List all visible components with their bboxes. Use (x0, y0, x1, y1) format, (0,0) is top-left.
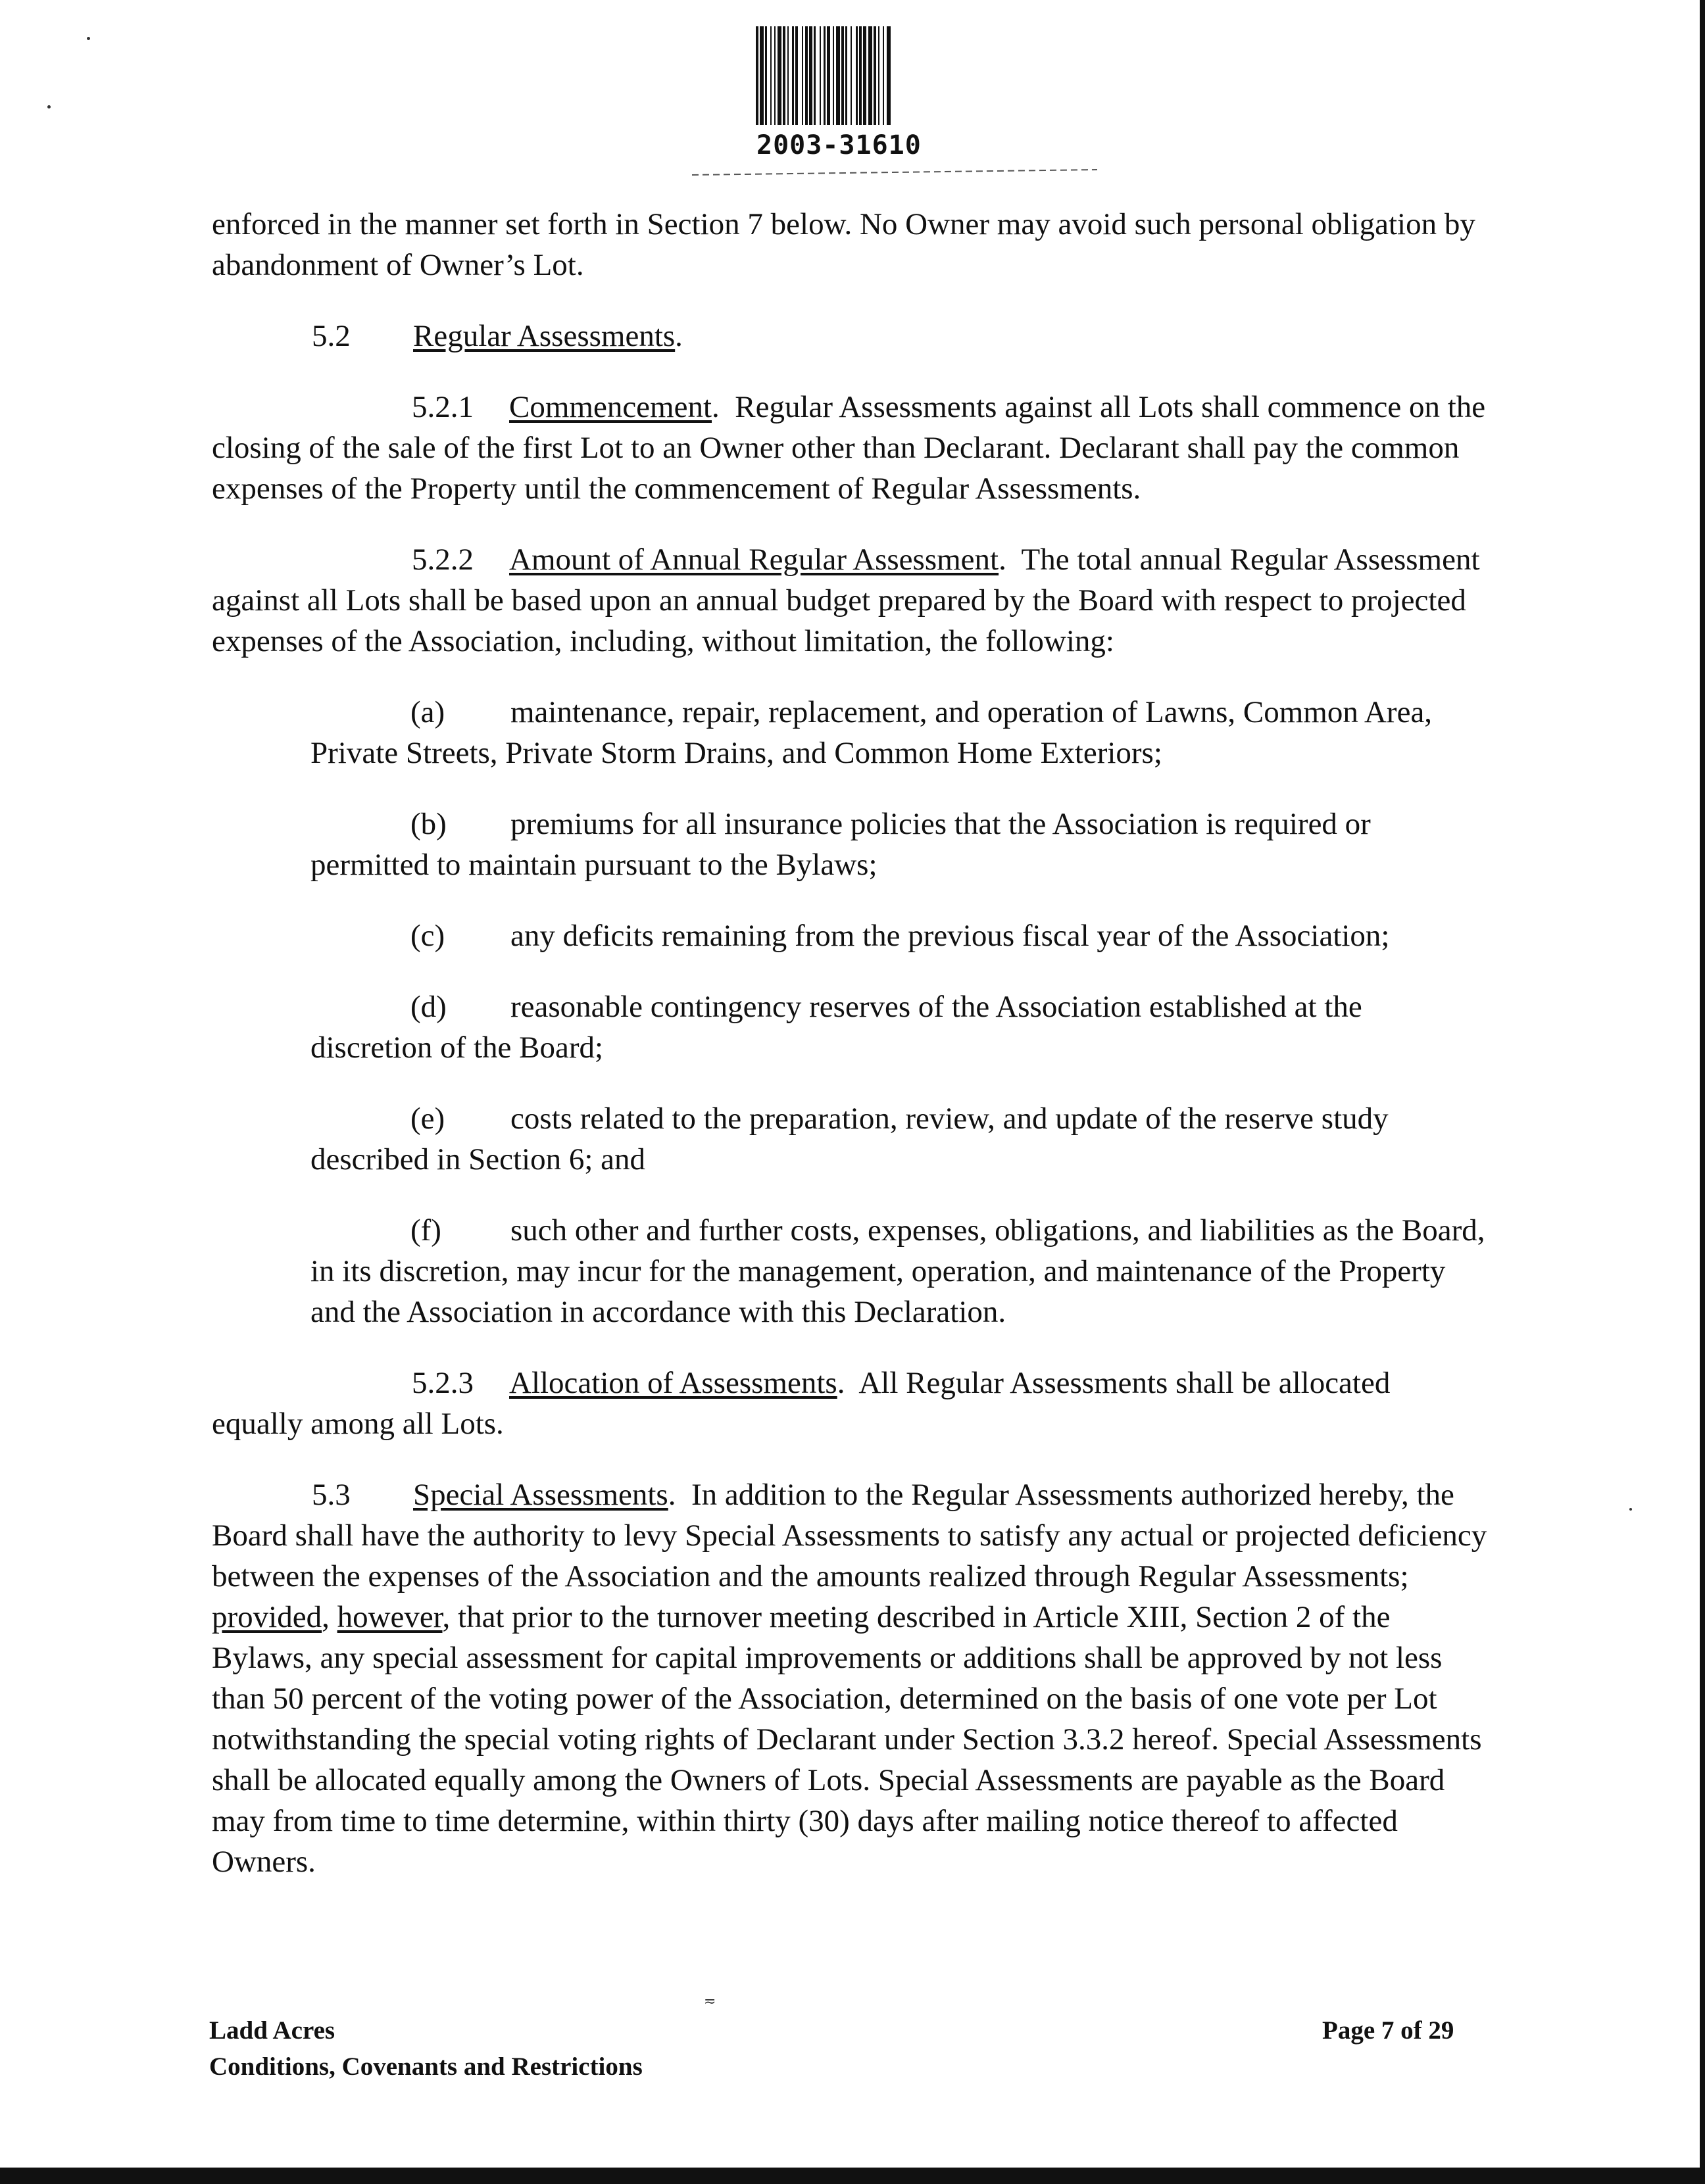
provided-term: provided (212, 1600, 322, 1634)
section-5-2-2: 5.2.2 Amount of Annual Regular Assessment. The total annual Regular Assessment against all Lots shall be based upon an annual budget prepared by the Board with respect to projected expenses of the Association, including, without limitation, the following: (212, 539, 1488, 662)
list-item-label: (a) (410, 695, 445, 729)
list-item-text: costs related to the preparation, review, and update of the reserve study described in Section 6; and (310, 1102, 1389, 1177)
header-dash-line (691, 166, 1099, 179)
section-number: 5.2.1 (412, 390, 474, 424)
list-item-f (212, 1210, 1488, 1332)
section-number: 5.2.3 (412, 1366, 474, 1400)
footer-project-name: Ladd Acres (209, 2016, 335, 2045)
list-item-text: maintenance, repair, replacement, and operation of Lawns, Common Area, Private Streets, Private Storm Drains, and Common Home Exteriors; (310, 695, 1433, 770)
scan-mark-icon: ≂ (704, 1993, 716, 2010)
list-item-label: (e) (410, 1102, 445, 1136)
footer-page-number: Page 7 of 29 (1322, 2016, 1454, 2045)
section-text: Regular Assessments against all Lots shall commence on the closing of the sale of the first Lot to an Owner other than Declarant. Declarant shall pay the common expenses of the Property until the commencement of Regular Assessments. (212, 390, 1486, 506)
section-text: All Regular Assessments shall be allocated equally among all Lots. (212, 1366, 1391, 1441)
section-number: 5.3 (312, 1478, 351, 1512)
section-number: 5.2 (312, 319, 351, 353)
list-item-d (212, 986, 1488, 1068)
section-title: Commencement (509, 390, 712, 424)
list-item-e (212, 1098, 1488, 1180)
scan-speck (47, 105, 51, 109)
list-item-label: (d) (410, 990, 447, 1024)
document-body (212, 204, 1488, 1882)
section-text: The total annual Regular Assessment against all Lots shall be based upon an annual budget prepared by the Board with respect to projected expenses of the Association, including, without limitation, the following: (212, 543, 1480, 658)
section-title: Regular Assessments (413, 319, 676, 353)
footer-document-name: Conditions, Covenants and Restrictions (209, 2052, 643, 2081)
list-item-text: premiums for all insurance policies that the Association is required or permitted to maintain pursuant to the Bylaws; (310, 807, 1371, 882)
scan-speck (1629, 1508, 1632, 1511)
barcode-number: 2003-31610 (756, 130, 922, 160)
list-item-c (212, 915, 1488, 956)
list-item-label: (f) (410, 1213, 441, 1248)
scan-border-bottom (0, 2168, 1705, 2184)
footer-left (209, 2012, 867, 2085)
list-item-text: such other and further costs, expenses, obligations, and liabilities as the Board, in its discretion, may incur for the management, operation, and maintenance of the Property and the Association in accordance with this Declaration. (310, 1213, 1485, 1329)
section-title: Allocation of Assessments (509, 1366, 837, 1400)
however-term: however (337, 1600, 443, 1634)
list-item-label: (c) (410, 919, 445, 953)
list-item-text: any deficits remaining from the previous fiscal year of the Association; (510, 919, 1390, 953)
section-text: In addition to the Regular Assessments authorized hereby, the Board shall have the authority to levy Special Assessments to satisfy any actual or projected deficiency between the expenses of the Association and the amounts realized through Regular Assessments; (212, 1478, 1487, 1593)
section-5-3: 5.3 Special Assessments. In addition to the Regular Assessments authorized hereby, the Board shall have the authority to levy Special Assessments to satisfy any actual or projected deficiency between the expenses of the Association and the amounts realized through Regular Assessments; provided, however, that prior to the turnover meeting described in Article XIII, Section 2 of the Bylaws, any special assessment for capital improvements or additions shall be approved by not less than 50 percent of the voting power of the Association, determined on the basis of one vote per Lot notwithstanding the special voting rights of Declarant under Section 3.3.2 hereof. Special Assessments shall be allocated equally among the Owners of Lots. Special Assessments are payable as the Board may from time to time determine, within thirty (30) days after mailing notice thereof to affected Owners. (212, 1474, 1488, 1882)
intro-paragraph: enforced in the manner set forth in Section 7 below. No Owner may avoid such personal obligation by abandonment of Owner’s Lot. (212, 207, 1475, 282)
list-item-b (212, 804, 1488, 885)
section-5-2-heading: 5.2 Regular Assessments. (212, 316, 1488, 356)
section-5-2-3: 5.2.3 Allocation of Assessments. All Regular Assessments shall be allocated equally among all Lots. (212, 1363, 1488, 1444)
barcode-image (753, 26, 1056, 125)
scan-border-right (1700, 0, 1705, 2184)
list-item-text: reasonable contingency reserves of the Association established at the discretion of the Board; (310, 990, 1362, 1065)
list-item-label: (b) (410, 807, 447, 841)
section-text: that prior to the turnover meeting described in Article XIII, Section 2 of the Bylaws, any special assessment for capital improvements or additions shall be approved by not less than 50 percent of the voting power of the Association, determined on the basis of one vote per Lot notwithstanding the special voting rights of Declarant under Section 3.3.2 hereof. Special Assessments shall be allocated equally among the Owners of Lots. Special Assessments are payable as the Board may from time to time determine, within thirty (30) days after mailing notice thereof to affected Owners. (212, 1600, 1482, 1879)
section-title: Amount of Annual Regular Assessment (509, 543, 999, 577)
scan-speck (87, 37, 90, 40)
list-item-a (212, 692, 1488, 773)
section-5-2-1: 5.2.1 Commencement. Regular Assessments against all Lots shall commence on the closing of the sale of the first Lot to an Owner other than Declarant. Declarant shall pay the common expenses of the Property until the commencement of Regular Assessments. (212, 387, 1488, 509)
section-number: 5.2.2 (412, 543, 474, 577)
section-title: Special Assessments (413, 1478, 668, 1512)
